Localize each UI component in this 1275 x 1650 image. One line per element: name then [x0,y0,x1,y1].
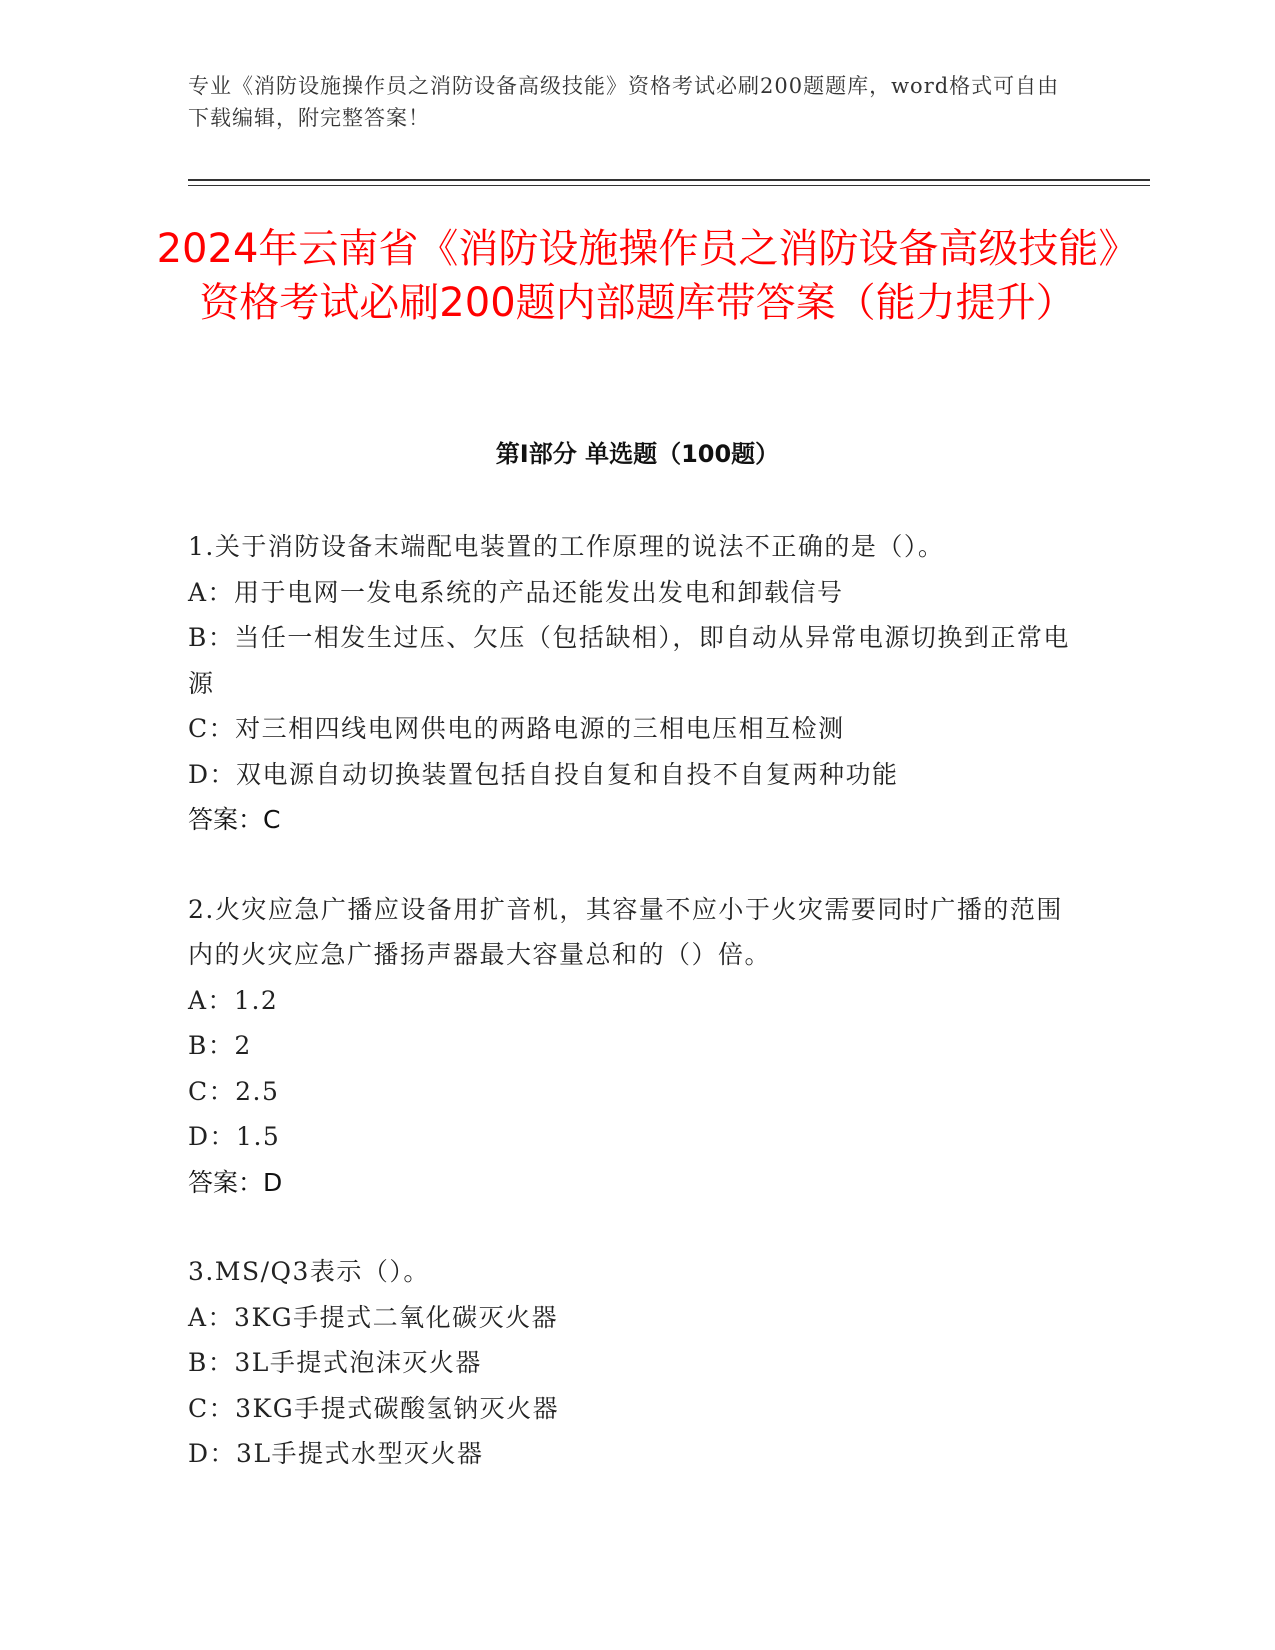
question-stem: 1.关于消防设备末端配电装置的工作原理的说法不正确的是（）。 [188,532,945,561]
option-c: C：3KG手提式碳酸氢钠灭火器 [188,1393,560,1423]
question-stem: 2.火灾应急广播应设备用扩音机，其容量不应小于火灾需要同时广播的范围内的火灾应急广播扬声器最大容量总和的（）倍。 [188,894,1063,969]
option-b: B：当任一相发生过压、欠压（包括缺相），即自动从异常电源切换到正常电源 [188,623,1070,698]
header-divider-thick [188,179,1150,181]
question-3 [188,1249,1088,1477]
option-c: C：2.5 [188,1076,280,1106]
option-d: D：3L手提式水型灭火器 [188,1439,484,1468]
question-1 [188,524,1088,843]
option-b: B：2 [188,1031,252,1060]
option-a: A：用于电网一发电系统的产品还能发出发电和卸载信号 [188,577,844,607]
option-c: C：对三相四线电网供电的两路电源的三相电压相互检测 [188,714,845,743]
option-d: D：双电源自动切换装置包括自投自复和自投不自复两种功能 [188,759,899,789]
answer: 答案：D [188,1167,283,1197]
section-heading: 第Ⅰ部分 单选题（100题） [495,440,780,468]
question-2 [188,887,1088,1206]
header-note: 专业《消防设施操作员之消防设备高级技能》资格考试必刷200题题库，word格式可自由下载编辑，附完整答案！ [188,74,1060,130]
option-d: D：1.5 [188,1122,281,1151]
option-a: A：1.2 [188,985,279,1015]
option-b: B：3L手提式泡沫灭火器 [188,1348,482,1377]
document-title: 2024年云南省《消防设施操作员之消防设备高级技能》资格考试必刷200题内部题库带答案（能力提升） [156,226,1119,326]
question-list [188,524,1088,1521]
question-stem: 3.MS/Q3表示（）。 [188,1257,430,1286]
option-a: A：3KG手提式二氧化碳灭火器 [188,1302,559,1332]
header-divider-thin [188,185,1150,186]
answer: 答案：C [188,805,281,834]
